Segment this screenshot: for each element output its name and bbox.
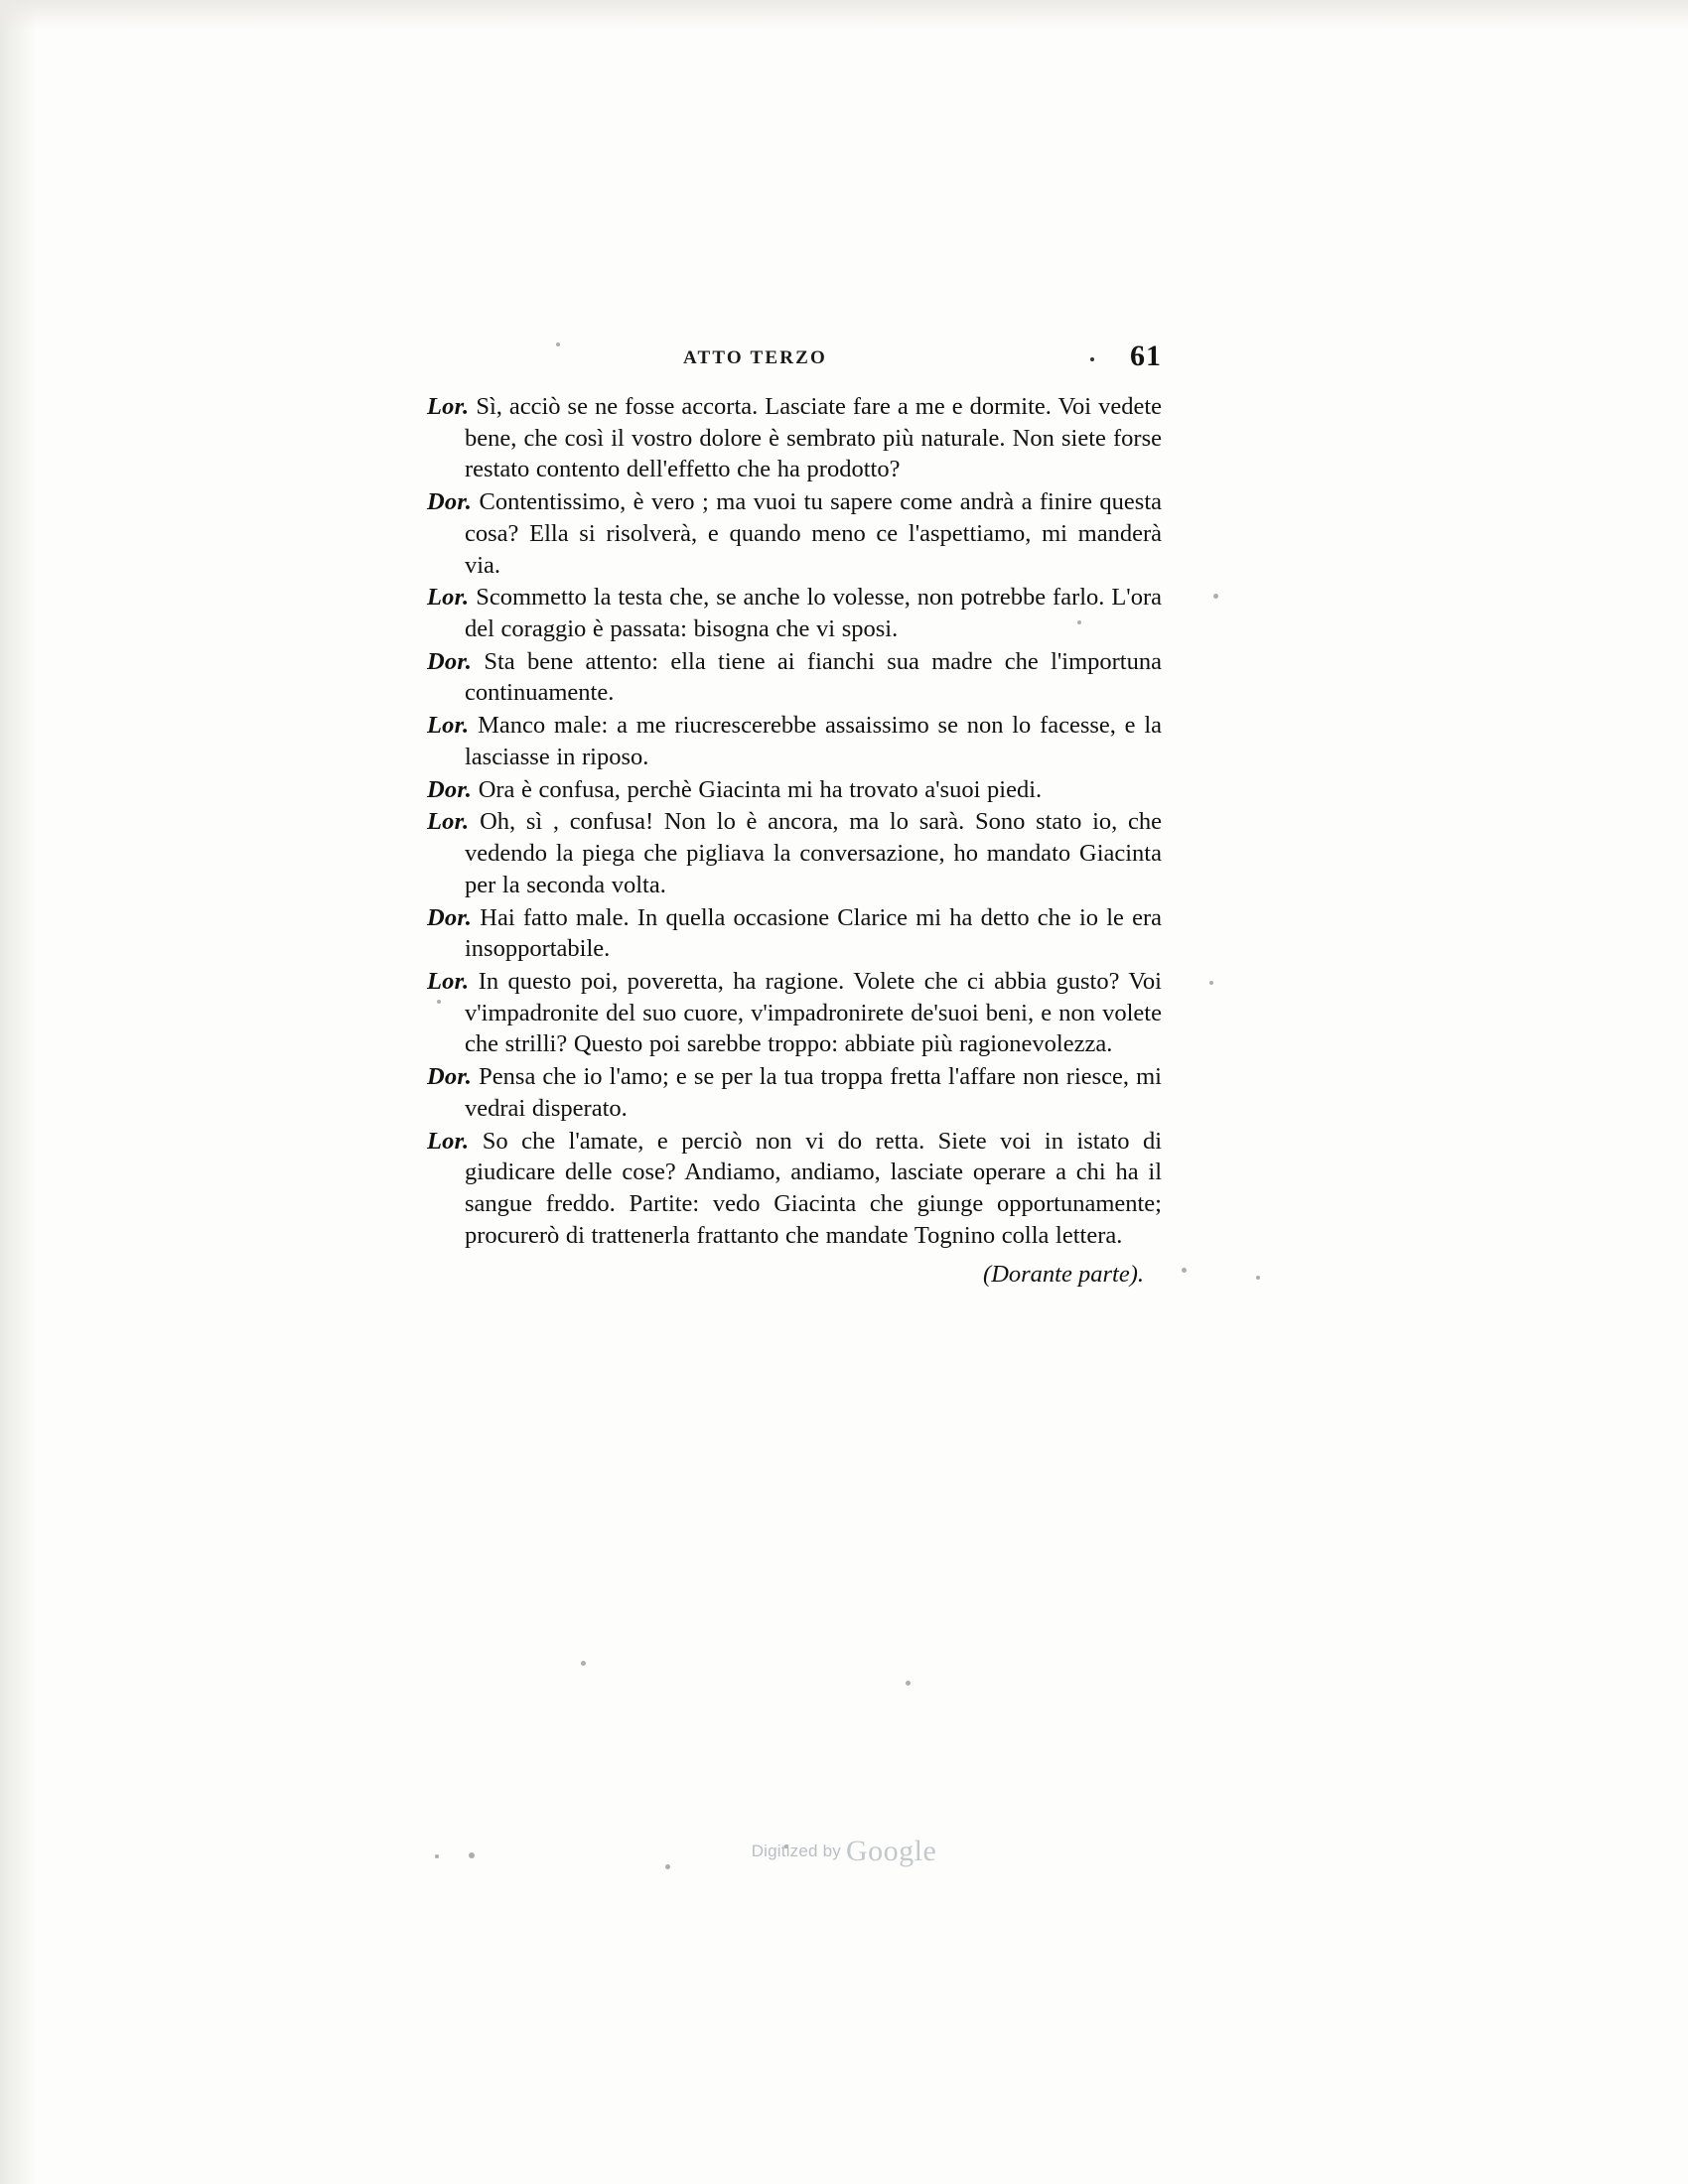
speech-text: Ora è confusa, perchè Giacinta mi ha trovato a'suoi piedi. bbox=[478, 775, 1043, 803]
digitized-label: Digitized by bbox=[751, 1842, 841, 1860]
speaker-label: Dor. bbox=[427, 1063, 473, 1091]
speech-line bbox=[427, 582, 1162, 644]
speech-text: So che l'amate, e perciò non vi do retta. Siete voi in istato di giudicare delle cose? Andiamo, andiamo, lasciate operare a chi ha il sangue freddo. Partite: vedo Giacinta che giunge opportunamente; procurerò di trattenerla frattanto che mandate Tognino colla lettera. bbox=[465, 1127, 1162, 1249]
speaker-label: Lor. bbox=[427, 393, 470, 420]
scan-speck-icon bbox=[581, 1661, 586, 1666]
speech-text: Sta bene attento: ella tiene ai fianchi sua madre che l'importuna continuamente. bbox=[465, 647, 1162, 707]
speech-line bbox=[427, 902, 1162, 965]
speech-line bbox=[427, 806, 1162, 900]
speaker-label: Lor. bbox=[427, 808, 470, 836]
speaker-label: Dor. bbox=[427, 903, 473, 931]
speech-line bbox=[427, 1061, 1162, 1124]
running-head bbox=[427, 340, 1162, 381]
running-head-title: ATTO TERZO bbox=[683, 347, 828, 368]
speech-text: Oh, sì , confusa! Non lo è ancora, ma lo sarà. Sono stato io, che vedendo la piega che pigliava la conversazione, ho mandato Giacinta per la seconda volta. bbox=[465, 808, 1162, 898]
google-wordmark: Google bbox=[845, 1835, 937, 1867]
speech-line bbox=[427, 1126, 1162, 1252]
speech-line bbox=[427, 966, 1162, 1060]
speech-text: Scommetto la testa che, se anche lo volesse, non potrebbe farlo. L'ora del coraggio è passata: bisogna che vi sposi. bbox=[465, 584, 1162, 643]
scan-speck-icon bbox=[1090, 357, 1094, 361]
scan-speck-icon bbox=[1256, 1276, 1260, 1280]
speaker-label: Lor. bbox=[427, 967, 470, 995]
speech-text: Manco male: a me riucrescerebbe assaissimo se non lo facesse, e la lasciasse in riposo. bbox=[465, 712, 1162, 770]
page-number: 61 bbox=[1130, 340, 1162, 372]
speech-text: Pensa che io l'amo; e se per la tua troppa fretta l'affare non riesce, mi vedrai disperato. bbox=[465, 1063, 1162, 1122]
speech-line bbox=[427, 391, 1162, 485]
speech-text: Hai fatto male. In quella occasione Clarice mi ha detto che io le era insopportabile. bbox=[465, 903, 1162, 963]
page-edge-shadow-top bbox=[0, 0, 1688, 30]
speaker-label: Dor. bbox=[427, 488, 473, 516]
speaker-label: Lor. bbox=[427, 712, 470, 740]
speaker-label: Lor. bbox=[427, 584, 470, 612]
scan-speck-icon bbox=[556, 342, 560, 346]
speech-line bbox=[427, 646, 1162, 709]
stage-direction: (Dorante parte). bbox=[983, 1261, 1144, 1289]
speech-line bbox=[427, 710, 1162, 772]
speaker-label: Dor. bbox=[427, 647, 473, 675]
scan-speck-icon bbox=[1182, 1268, 1187, 1273]
scan-speck-icon bbox=[437, 1000, 441, 1004]
speech-text: In questo poi, poveretta, ha ragione. Volete che ci abbia gusto? Voi v'impadronite del suo cuore, v'impadronirete de'suoi beni, e non volete che strilli? Questo poi sarebbe troppo: abbiate più ragionevolezza. bbox=[465, 967, 1162, 1058]
scan-speck-icon bbox=[906, 1681, 911, 1686]
scan-speck-icon bbox=[1077, 620, 1081, 624]
speech-text: Sì, acciò se ne fosse accorta. Lasciate fare a me e dormite. Voi vedete bene, che così il vostro dolore è sembrato più naturale. Non siete forse restato contento dell'effetto che ha prodotto? bbox=[465, 393, 1162, 483]
speaker-label: Dor. bbox=[427, 775, 473, 803]
scan-speck-icon bbox=[1209, 981, 1213, 985]
speaker-label: Lor. bbox=[427, 1127, 470, 1155]
speech-text: Contentissimo, è vero ; ma vuoi tu sapere come andrà a finire questa cosa? Ella si risolverà, e quando meno ce l'aspettiamo, mi manderà via. bbox=[465, 488, 1162, 579]
digitized-watermark bbox=[0, 1835, 1688, 1868]
speech-line bbox=[427, 486, 1162, 581]
scan-speck-icon bbox=[1213, 594, 1218, 599]
speech-line bbox=[427, 774, 1162, 806]
page-text-block bbox=[427, 340, 1162, 1289]
